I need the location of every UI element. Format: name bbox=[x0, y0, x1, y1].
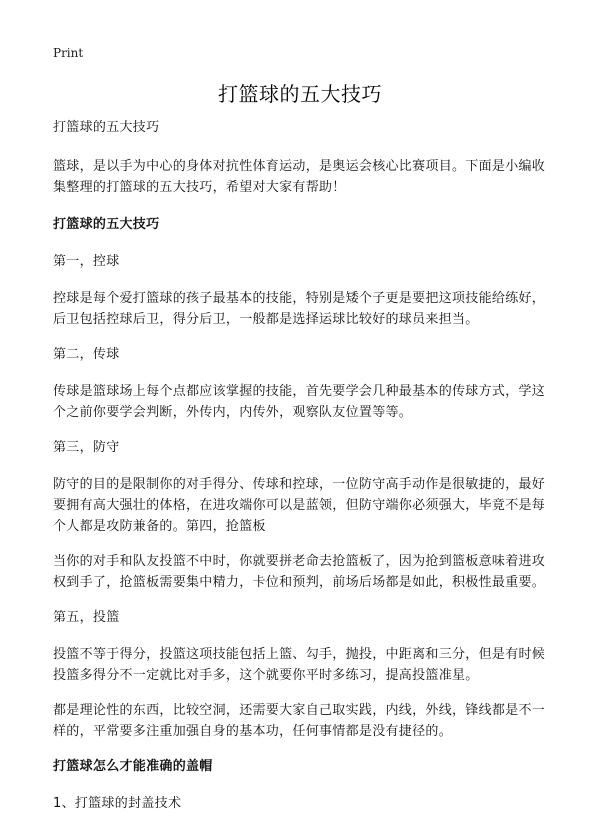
print-link[interactable]: Print bbox=[53, 46, 84, 60]
section-heading-five-tips: 打篮球的五大技巧 bbox=[53, 217, 160, 232]
intro-paragraph: 篮球，是以手为中心的身体对抗性体育运动，是奥运会核心比赛项目。下面是小编收集整理的打篮球的五大技巧，希望对大家有帮助！ bbox=[53, 159, 546, 195]
tip-body-defense: 防守的目的是限制你的对手得分、传球和控球，一位防守高手动作是很敏捷的，最好要拥有高大强壮的体格，在进攻端你可以是蓝领，但防守端你必须强大，毕竟不是每个人都是攻防兼备的。第四，抢篮板 bbox=[53, 477, 546, 534]
article-body bbox=[53, 117, 553, 814]
tip-body-rebounding: 当你的对手和队友投篮不中时，你就要拼老命去抢篮板了，因为抢到篮板意味着进攻权到手了，抢篮板需要集中精力，卡位和预判，前场后场都是如此，积极性最重要。 bbox=[53, 554, 546, 590]
article-subtitle: 打篮球的五大技巧 bbox=[53, 120, 160, 135]
tip-title-defense: 第三，防守 bbox=[53, 440, 120, 455]
tip-title-shooting: 第五，投篮 bbox=[53, 610, 120, 625]
tip-body-dribbling: 控球是每个爱打篮球的孩子最基本的技能，特别是矮个子更是要把这项技能给练好，后卫包括控球后卫，得分后卫，一般都是选择运球比较好的球员来担当。 bbox=[53, 291, 546, 327]
tip-body-passing: 传球是篮球场上每个点都应该掌握的技能，首先要学会几种最基本的传球方式，学这个之前你要学会判断，外传内，内传外，观察队友位置等等。 bbox=[53, 384, 546, 420]
tip-body-shooting: 投篮不等于得分，投篮这项技能包括上篮、勾手，抛投，中距离和三分，但是有时候投篮多得分不一定就比对手多，这个就要你平时多练习，提高投篮准星。 bbox=[53, 647, 546, 683]
item-title-blocking-technique: 1、打篮球的封盖技术 bbox=[53, 796, 182, 811]
tip-title-dribbling: 第一，控球 bbox=[53, 254, 120, 269]
page-title: 打篮球的五大技巧 bbox=[218, 82, 382, 106]
summary-paragraph: 都是理论性的东西，比较空洞，还需要大家自己取实践，内线，外线，锋线都是不一样的，平常要多注重加强自身的基本功，任何事情都是没有捷径的。 bbox=[53, 703, 546, 739]
section-heading-blocking: 打篮球怎么才能准确的盖帽 bbox=[53, 759, 213, 774]
tip-title-passing: 第二，传球 bbox=[53, 347, 120, 362]
